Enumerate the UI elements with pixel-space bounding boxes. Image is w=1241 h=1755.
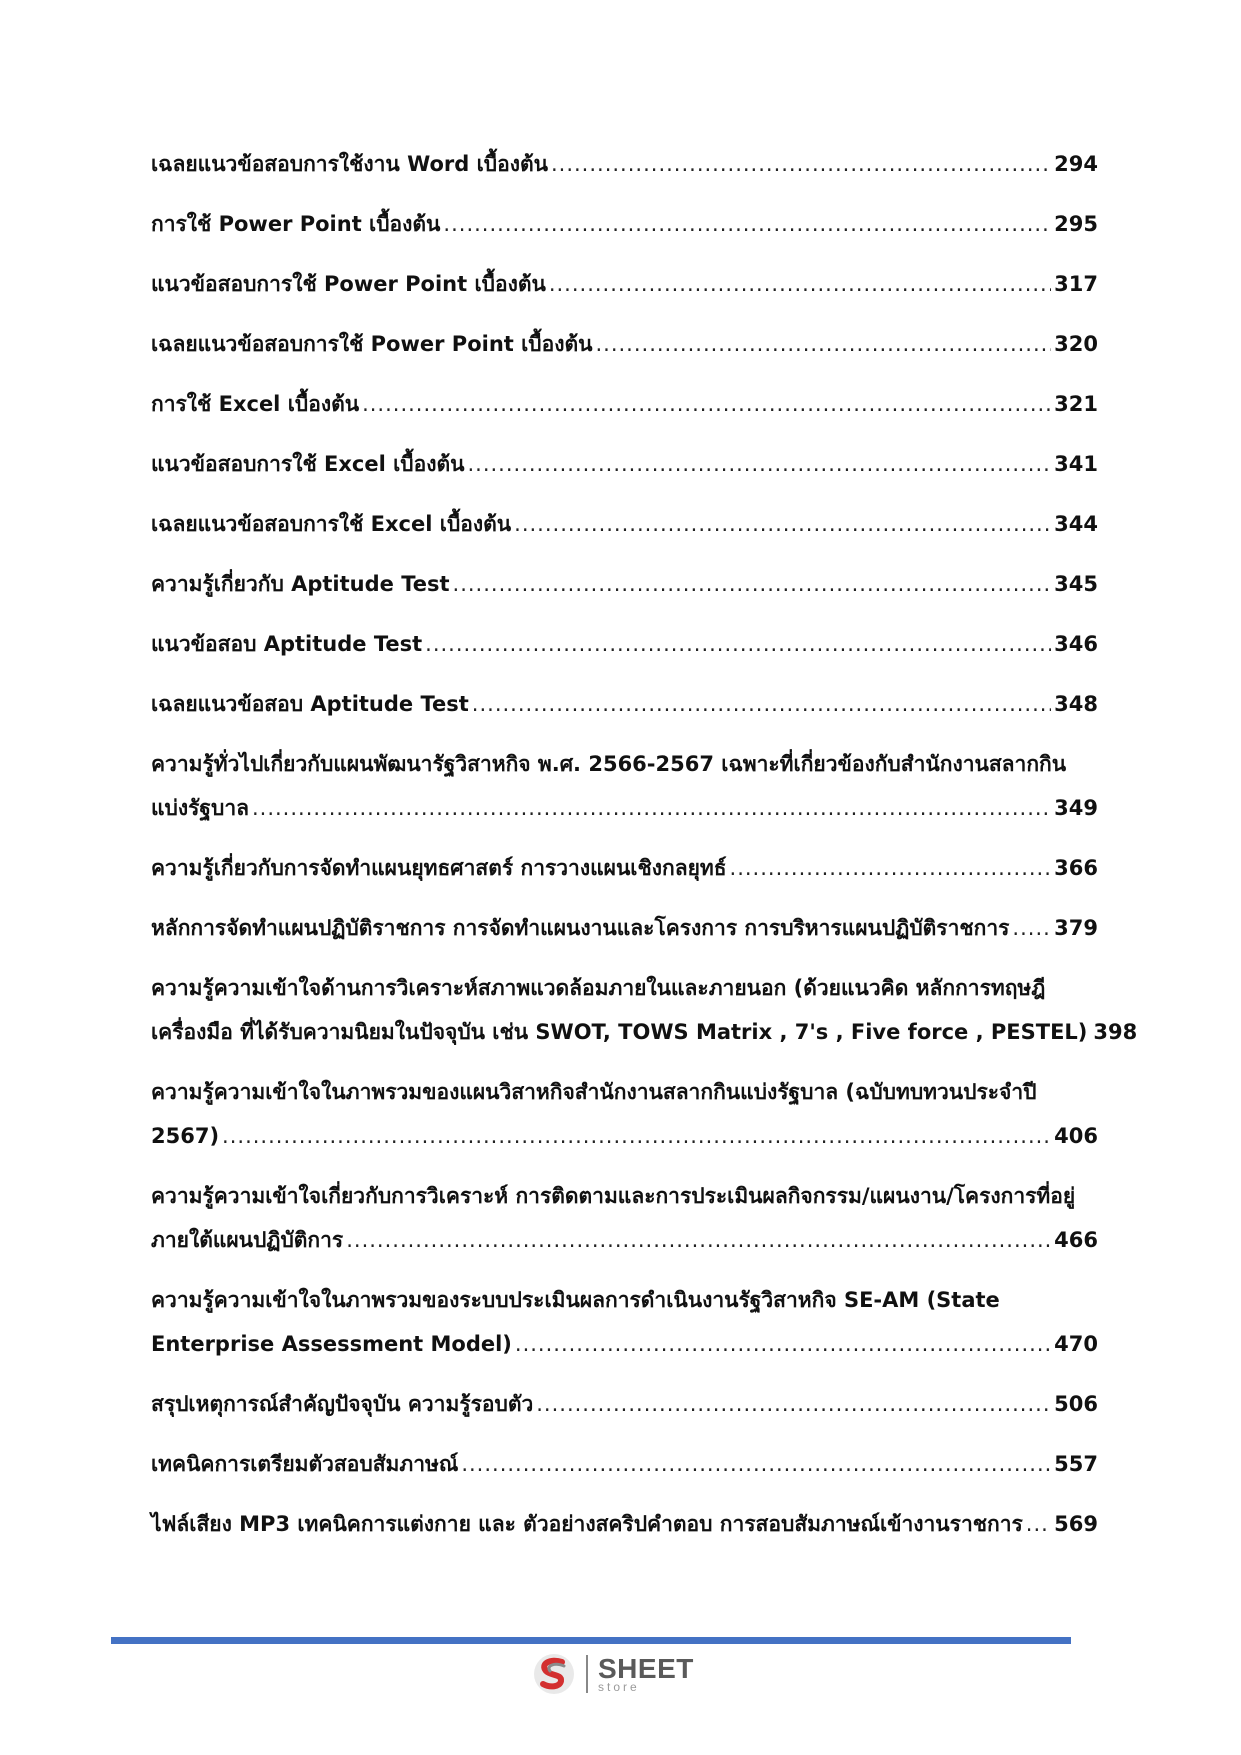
toc-page-number: 295 bbox=[1054, 212, 1098, 236]
logo-brand-sub: store bbox=[598, 1680, 640, 1694]
toc-entry-line bbox=[151, 1510, 1098, 1538]
toc-page-number: 344 bbox=[1054, 512, 1098, 536]
toc-entry bbox=[151, 510, 1098, 538]
toc-entry-line bbox=[151, 630, 1098, 658]
toc-entry-title: ความรู้ความเข้าใจในภาพรวมของระบบประเมินผลการดำเนินงานรัฐวิสาหกิจ SE-AM (State bbox=[151, 1288, 1000, 1312]
toc-page-number: 466 bbox=[1054, 1228, 1098, 1252]
toc-entry-line bbox=[151, 450, 1098, 478]
toc-page-number: 349 bbox=[1054, 796, 1098, 820]
toc-entry-title: แนวข้อสอบ Aptitude Test bbox=[151, 632, 423, 656]
toc-leader-dots bbox=[551, 150, 1051, 178]
toc-leader-dots bbox=[222, 1122, 1051, 1150]
toc-entry-title: ความรู้ทั่วไปเกี่ยวกับแผนพัฒนารัฐวิสาหกิจ พ.ศ. 2566-2567 เฉพาะที่เกี่ยวข้องกับสำนักงานสลากกิน bbox=[151, 752, 1067, 776]
toc-entry-line bbox=[151, 690, 1098, 718]
toc-page-number: 379 bbox=[1054, 916, 1098, 940]
toc-leader-dots bbox=[362, 390, 1051, 418]
toc-entry-title: สรุปเหตุการณ์สำคัญปัจจุบัน ความรู้รอบตัว bbox=[151, 1392, 534, 1416]
toc-leader-dots bbox=[514, 510, 1051, 538]
toc-entry bbox=[151, 1286, 1098, 1358]
toc-page-number: 320 bbox=[1054, 332, 1098, 356]
toc-entry-title: เฉลยแนวข้อสอบการใช้ Excel เบื้องต้น bbox=[151, 512, 512, 536]
toc-page-number: 294 bbox=[1054, 152, 1098, 176]
toc-entry bbox=[151, 750, 1098, 822]
toc-entry-line bbox=[151, 974, 1098, 1002]
toc-entry bbox=[151, 1182, 1098, 1254]
toc-entry-line bbox=[151, 1122, 1098, 1150]
toc-page-number: 470 bbox=[1054, 1332, 1098, 1356]
toc-leader-dots bbox=[515, 1330, 1051, 1358]
toc-entry bbox=[151, 450, 1098, 478]
sheet-store-logo-icon bbox=[532, 1652, 576, 1696]
logo-brand: SHEET bbox=[598, 1653, 694, 1684]
toc-entry bbox=[151, 1450, 1098, 1478]
toc-page-number: 569 bbox=[1054, 1512, 1098, 1536]
toc-leader-dots bbox=[472, 690, 1051, 718]
toc-entry-title: ภายใต้แผนปฏิบัติการ bbox=[151, 1228, 344, 1252]
toc-entry-line bbox=[151, 1226, 1098, 1254]
toc-entry-title: เครื่องมือ ที่ได้รับความนิยมในปัจจุบัน เช่น SWOT, TOWS Matrix , 7's , Five force , PESTEL) bbox=[151, 1020, 1088, 1044]
table-of-contents bbox=[151, 150, 1138, 1570]
toc-entry-title: ความรู้ความเข้าใจด้านการวิเคราะห์สภาพแวดล้อมภายในและภายนอก (ด้วยแนวคิด หลักการทฤษฎี bbox=[151, 976, 1046, 1000]
toc-entry-line bbox=[151, 270, 1098, 298]
toc-leader-dots bbox=[595, 330, 1051, 358]
toc-entry-title: 2567) bbox=[151, 1124, 220, 1148]
toc-page-number: 346 bbox=[1054, 632, 1098, 656]
toc-entry-line bbox=[151, 854, 1098, 882]
toc-entry-line bbox=[151, 330, 1098, 358]
toc-leader-dots bbox=[1012, 914, 1051, 942]
toc-entry bbox=[151, 690, 1098, 718]
toc-entry bbox=[151, 854, 1098, 882]
toc-entry-title: แบ่งรัฐบาล bbox=[151, 796, 249, 820]
toc-leader-dots bbox=[346, 1226, 1051, 1254]
toc-leader-dots bbox=[730, 854, 1052, 882]
toc-entry-line bbox=[151, 794, 1098, 822]
toc-entry-line bbox=[151, 1182, 1098, 1210]
toc-entry-title: Enterprise Assessment Model) bbox=[151, 1332, 512, 1356]
toc-page-number: 321 bbox=[1054, 392, 1098, 416]
footer-rule bbox=[111, 1637, 1071, 1644]
toc-entry-line bbox=[151, 1450, 1098, 1478]
toc-entry-title: แนวข้อสอบการใช้ Excel เบื้องต้น bbox=[151, 452, 465, 476]
toc-entry-title: แนวข้อสอบการใช้ Power Point เบื้องต้น bbox=[151, 272, 546, 296]
toc-entry-title: เฉลยแนวข้อสอบการใช้งาน Word เบื้องต้น bbox=[151, 152, 548, 176]
toc-entry-line bbox=[151, 914, 1098, 942]
toc-entry-title: ความรู้ความเข้าใจเกี่ยวกับการวิเคราะห์ การติดตามและการประเมินผลกิจกรรม/แผนงาน/โครงการที่อยู่ bbox=[151, 1184, 1076, 1208]
toc-entry bbox=[151, 150, 1098, 178]
toc-entry bbox=[151, 210, 1098, 238]
toc-entry bbox=[151, 330, 1098, 358]
toc-leader-dots bbox=[443, 210, 1051, 238]
toc-entry-line bbox=[151, 1286, 1098, 1314]
toc-entry bbox=[151, 1078, 1098, 1150]
toc-leader-dots bbox=[536, 1390, 1051, 1418]
toc-entry-title: ความรู้เกี่ยวกับ Aptitude Test bbox=[151, 572, 450, 596]
footer-logo bbox=[532, 1652, 694, 1696]
toc-leader-dots bbox=[1026, 1510, 1051, 1538]
toc-entry-line bbox=[151, 750, 1098, 778]
toc-entry-line bbox=[151, 1078, 1098, 1106]
toc-page-number: 317 bbox=[1054, 272, 1098, 296]
toc-entry bbox=[151, 270, 1098, 298]
toc-entry-line bbox=[151, 1390, 1098, 1418]
toc-entry-title: เฉลยแนวข้อสอบการใช้ Power Point เบื้องต้น bbox=[151, 332, 593, 356]
toc-page-number: 345 bbox=[1054, 572, 1098, 596]
toc-entry-title: เทคนิคการเตรียมตัวสอบสัมภาษณ์ bbox=[151, 1452, 459, 1476]
toc-entry-title: ความรู้ความเข้าใจในภาพรวมของแผนวิสาหกิจสำนักงานสลากกินแบ่งรัฐบาล (ฉบับทบทวนประจำปี bbox=[151, 1080, 1037, 1104]
toc-leader-dots bbox=[252, 794, 1051, 822]
toc-entry bbox=[151, 914, 1098, 942]
toc-entry-title: ไฟล์เสียง MP3 เทคนิคการแต่งกาย และ ตัวอย่างสคริปคำตอบ การสอบสัมภาษณ์เข้างานราชการ bbox=[151, 1512, 1023, 1536]
toc-entry-title: การใช้ Excel เบื้องต้น bbox=[151, 392, 360, 416]
toc-leader-dots bbox=[549, 270, 1051, 298]
toc-leader-dots bbox=[425, 630, 1051, 658]
toc-entry-line bbox=[151, 570, 1098, 598]
toc-page-number: 348 bbox=[1054, 692, 1098, 716]
toc-page-number: 341 bbox=[1054, 452, 1098, 476]
toc-entry-title: การใช้ Power Point เบื้องต้น bbox=[151, 212, 441, 236]
toc-entry-line bbox=[151, 1018, 1138, 1046]
toc-entry-line bbox=[151, 150, 1098, 178]
toc-entry bbox=[151, 570, 1098, 598]
toc-leader-dots bbox=[461, 1450, 1051, 1478]
toc-entry-title: เฉลยแนวข้อสอบ Aptitude Test bbox=[151, 692, 469, 716]
toc-entry-line bbox=[151, 210, 1098, 238]
logo-divider bbox=[586, 1655, 588, 1693]
toc-entry-title: ความรู้เกี่ยวกับการจัดทำแผนยุทธศาสตร์ การวางแผนเชิงกลยุทธ์ bbox=[151, 856, 727, 880]
toc-entry bbox=[151, 974, 1138, 1046]
toc-page-number: 366 bbox=[1054, 856, 1098, 880]
toc-entry bbox=[151, 390, 1098, 418]
toc-page-number: 398 bbox=[1093, 1020, 1138, 1044]
toc-entry-line bbox=[151, 390, 1098, 418]
logo-text bbox=[598, 1655, 694, 1693]
toc-entry bbox=[151, 1510, 1098, 1538]
toc-entry-title: หลักการจัดทำแผนปฏิบัติราชการ การจัดทำแผนงานและโครงการ การบริหารแผนปฏิบัติราชการ bbox=[151, 916, 1010, 940]
toc-entry bbox=[151, 1390, 1098, 1418]
toc-entry-line bbox=[151, 1330, 1098, 1358]
toc-leader-dots bbox=[467, 450, 1051, 478]
toc-entry-line bbox=[151, 510, 1098, 538]
toc-page-number: 506 bbox=[1054, 1392, 1098, 1416]
toc-leader-dots bbox=[453, 570, 1052, 598]
toc-page-number: 406 bbox=[1054, 1124, 1098, 1148]
toc-page-number: 557 bbox=[1054, 1452, 1098, 1476]
toc-entry bbox=[151, 630, 1098, 658]
